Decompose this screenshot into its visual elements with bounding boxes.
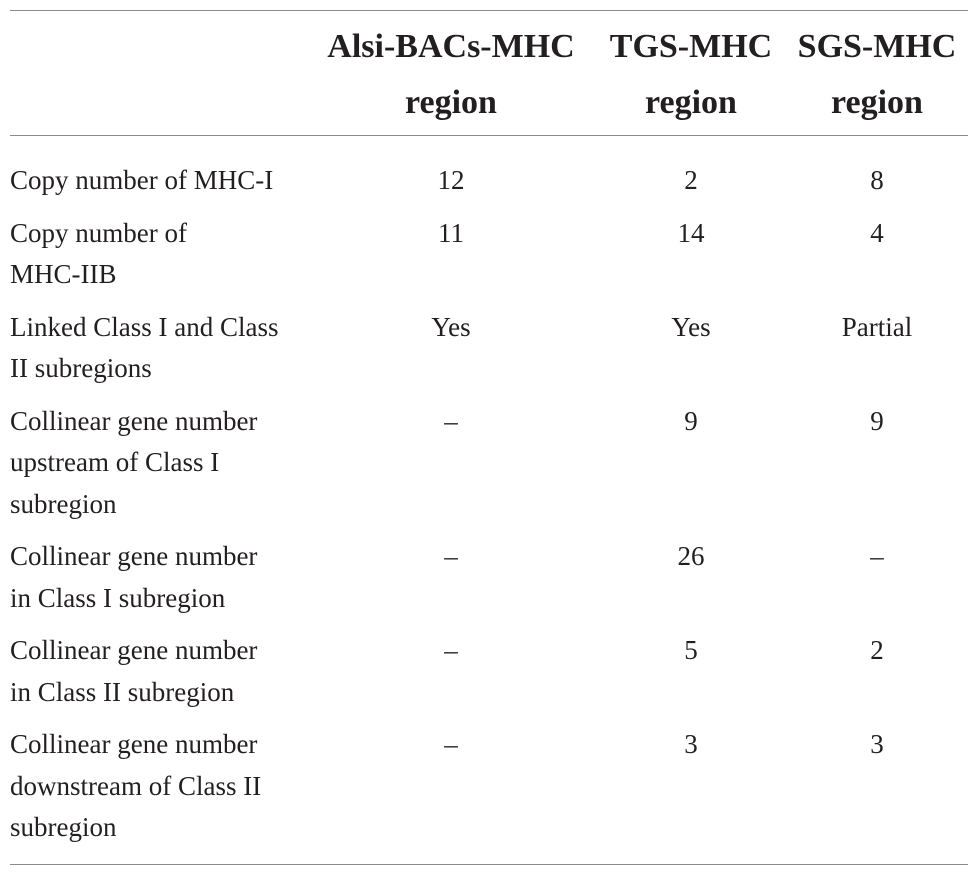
row-label-line: Collinear gene number [10,729,258,759]
table-body [10,135,968,849]
row-label [10,536,306,630]
row-label-line: II subregions [10,353,152,383]
table-row [10,630,968,724]
cell-sgs: 8 [870,165,884,195]
row-label-line: Copy number of MHC-I [10,165,274,195]
table-header [10,11,968,135]
row-label-line: Copy number of [10,217,187,248]
row-label-line: downstream of Class II [10,770,262,801]
cell-alsi: Yes [431,311,471,342]
header-row [10,11,968,135]
cell-tgs: 26 [677,541,705,571]
row-label-line: Collinear gene number [10,405,258,436]
row-label [10,213,306,307]
table-row [10,401,968,537]
table-bottom-rule [10,864,968,865]
cell-tgs: Yes [671,311,711,342]
cell-alsi: – [444,729,458,759]
row-label-line: Collinear gene number [10,541,258,571]
table-row [10,135,968,213]
cell-alsi: 11 [438,217,464,248]
table-row [10,724,968,849]
cell-alsi: – [444,541,458,571]
header-cell-alsi-bacs-mhc: Alsi-BACs-MHC region [327,28,575,121]
table-row [10,307,968,401]
row-label-line: upstream of Class I [10,447,220,477]
cell-sgs: – [870,541,884,571]
cell-tgs: 2 [684,165,698,195]
row-label-line: Collinear gene number [10,635,258,665]
header-cell-tgs-mhc: TGS-MHC region [609,28,773,121]
cell-sgs: 4 [870,217,884,248]
header-cell-sgs-mhc: SGS-MHC region [797,28,957,121]
row-label [10,401,306,537]
cell-tgs: 5 [684,635,698,665]
row-label [10,724,306,849]
cell-alsi: 12 [437,165,465,195]
row-label-line: subregion [10,488,117,519]
row-label [10,135,306,213]
cell-sgs: Partial [841,311,913,342]
cell-sgs: 9 [870,405,884,436]
cell-alsi: – [444,635,458,665]
cell-sgs: 3 [870,729,884,759]
row-label-line: in Class II subregion [10,676,235,707]
table-row [10,536,968,630]
row-label-line: Linked Class I and Class [10,311,279,342]
data-table [10,11,968,849]
cell-tgs: 3 [684,729,698,759]
cell-sgs: 2 [870,635,884,665]
cell-tgs: 9 [684,405,698,436]
cell-tgs: 14 [677,217,705,248]
table-row [10,213,968,307]
row-label-line: MHC-IIB [10,259,117,289]
cell-alsi: – [444,405,458,436]
row-label-line: subregion [10,812,117,842]
row-label [10,307,306,401]
header-cell-stub [10,11,306,135]
row-label-line: in Class I subregion [10,582,226,613]
row-label [10,630,306,724]
